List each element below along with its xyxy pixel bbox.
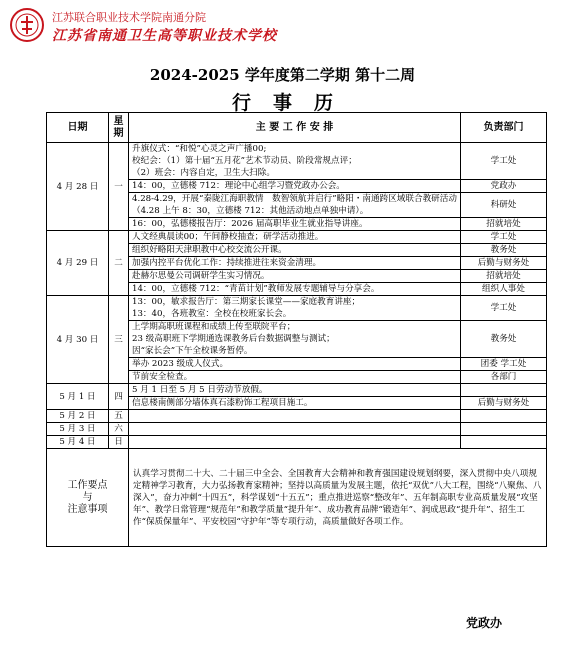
work-item-line	[132, 423, 457, 435]
work-item-line: 5 月 1 日至 5 月 5 日劳动节放假。	[132, 385, 268, 395]
work-item-line: 14：00，立德楼 712：理论中心组学习暨党政办公会。	[132, 181, 345, 191]
dept-cell: 后勤与财务处	[461, 257, 547, 270]
col-header-weekday: 星期	[109, 113, 129, 143]
date-cell: 5 月 2 日	[47, 410, 109, 423]
work-item-cell	[129, 384, 461, 397]
work-item-cell	[129, 257, 461, 270]
dept-cell: 科研处	[461, 193, 547, 218]
notes-label-line1: 工作要点	[67, 479, 108, 491]
work-item-line: 人文经典晨读00；午间静校抽查；研学活动推进。	[132, 232, 324, 242]
notes-label-line2: 与	[82, 491, 93, 503]
work-item-line: 因“家长会”下午全校课务暂停。	[132, 346, 253, 356]
dept-cell: 各部门	[461, 371, 547, 384]
date-cell: 5 月 3 日	[47, 423, 109, 436]
work-item-line: 节前安全检查。	[132, 372, 193, 382]
page-title: 2024-2025 学年度第二学期 第十二周	[149, 66, 416, 84]
dept-cell: 学工处	[461, 143, 547, 180]
work-item-cell	[129, 321, 461, 358]
dept-cell	[461, 410, 547, 423]
table-row	[47, 410, 547, 423]
work-item-cell	[129, 410, 461, 423]
weekday-cell: 四	[109, 384, 129, 410]
page-subtitle: 行事历	[231, 92, 355, 114]
table-row	[47, 231, 547, 244]
work-item-line: 上学期高职班课程和成绩上传至联院平台；	[132, 322, 296, 332]
dept-cell: 团委 学工处	[461, 358, 547, 371]
dept-cell: 党政办	[461, 180, 547, 193]
dept-cell	[461, 436, 547, 449]
school-calligraphy-name: 江苏省南通卫生高等职业技术学校	[52, 28, 277, 44]
table-row	[47, 143, 547, 180]
work-item-cell	[129, 231, 461, 244]
weekday-cell: 六	[109, 423, 129, 436]
work-item-line: 赴赫尔思曼公司调研学生实习情况。	[132, 271, 270, 281]
work-item-line: 13：40，各班教室：全校在校班家长会。	[132, 309, 292, 319]
weekday-cell: 二	[109, 231, 129, 296]
dept-cell: 教务处	[461, 321, 547, 358]
work-item-line: 组织好略阳天津职教中心校交流公开课。	[132, 245, 287, 255]
work-item-cell	[129, 423, 461, 436]
dept-cell: 招就培处	[461, 270, 547, 283]
date-cell: 4 月 29 日	[47, 231, 109, 296]
dept-cell	[461, 423, 547, 436]
weekday-cell: 一	[109, 143, 129, 231]
school-logo-icon	[10, 8, 44, 42]
work-item-line: 校纪会：（1）第十届“五月花”艺术节动员、阶段常规点评；	[132, 156, 357, 166]
weekday-cell: 五	[109, 410, 129, 423]
dept-cell: 学工处	[461, 231, 547, 244]
work-item-cell	[129, 244, 461, 257]
work-item-line: 举办 2023 级成人仪式。	[132, 359, 229, 369]
weekday-cell: 日	[109, 436, 129, 449]
dept-cell: 组织人事处	[461, 283, 547, 296]
work-item-line: 4.28-4.29，开展“秦陇江海职教情 数智领航并启行”略阳・南通跨区域联合教研活动（4.28 上午 8：30，立德楼 712：其他活动地点单独申请）。	[132, 194, 457, 216]
work-item-line: 13：00，敏求报告厅：第三期家长课堂——家庭教育讲座；	[132, 297, 361, 307]
table-row	[47, 384, 547, 397]
work-item-cell	[129, 358, 461, 371]
table-row	[47, 296, 547, 321]
col-header-work: 主 要 工 作 安 排	[129, 113, 461, 143]
schedule-body	[47, 143, 547, 449]
work-item-line: 14：00，立德楼 712：“青苗计划”教师发展专题辅导与分享会。	[132, 284, 380, 294]
work-item-cell	[129, 283, 461, 296]
table-row	[47, 436, 547, 449]
col-header-date: 日期	[47, 113, 109, 143]
notes-label	[47, 449, 129, 547]
notes-row	[47, 449, 547, 547]
dept-cell: 后勤与财务处	[461, 397, 547, 410]
work-item-cell	[129, 180, 461, 193]
table-header-row	[47, 113, 547, 143]
work-item-cell	[129, 397, 461, 410]
work-item-cell	[129, 193, 461, 218]
work-item-cell	[129, 218, 461, 231]
table-row	[47, 423, 547, 436]
weekday-cell: 三	[109, 296, 129, 384]
header	[8, 6, 277, 46]
work-item-line: 信息楼南侧部分墙体真石漆粉饰工程项目施工。	[132, 398, 313, 408]
work-item-cell	[129, 371, 461, 384]
work-item-line: （2）班会：内容自定，卫生大扫除。	[132, 168, 275, 178]
date-cell: 5 月 4 日	[47, 436, 109, 449]
date-cell: 4 月 30 日	[47, 296, 109, 384]
work-item-line: 升旗仪式：“和悦”心灵之声广播00;	[132, 144, 267, 154]
notes-text: 认真学习贯彻二十大、二十届三中全会、全国教育大会精神和教育强国建设规划纲要，深入贯彻中央八项规定精神学习教育，大力弘扬教育家精神；坚持以高质量为发展主题，依托“双优”八大工程，围绕“八聚焦、八深入”，奋力冲刺“十四五”，科学谋划“十五五”；重点推进巡察“整改年”、五年制高职专业高质量发展“攻坚年”、教学日常管理“规范年”和教学质量“提升年”、成功教育品牌“锻造年”、润成思政“提升年”、招生工作“保质保量年”、平安校园“守护年”等专项行动，高质量做好各项工作。	[129, 449, 547, 547]
work-item-cell	[129, 270, 461, 283]
work-item-line: 23 级高职班下学期通选课教务后台数据调整与测试；	[132, 334, 335, 344]
notes-label-line3: 注意事项	[67, 503, 108, 515]
work-item-line: 加强内控平台优化工作：持续推进往来资金清理。	[132, 258, 322, 268]
dept-cell	[461, 384, 547, 397]
work-item-cell	[129, 436, 461, 449]
work-item-line	[132, 436, 457, 448]
date-cell: 4 月 28 日	[47, 143, 109, 231]
work-item-cell	[129, 143, 461, 180]
schedule-table	[46, 112, 547, 547]
dept-cell: 学工处	[461, 296, 547, 321]
work-item-line	[132, 410, 457, 422]
dept-cell: 招就培处	[461, 218, 547, 231]
work-item-cell	[129, 296, 461, 321]
date-cell: 5 月 1 日	[47, 384, 109, 410]
work-item-line: 16：00，弘德楼报告厅：2026 届高职毕业生就业指导讲座。	[132, 219, 368, 229]
dept-cell: 教务处	[461, 244, 547, 257]
school-name: 江苏联合职业技术学院南通分院	[52, 11, 206, 24]
signature: 党政办	[466, 616, 503, 630]
col-header-dept: 负责部门	[461, 113, 547, 143]
